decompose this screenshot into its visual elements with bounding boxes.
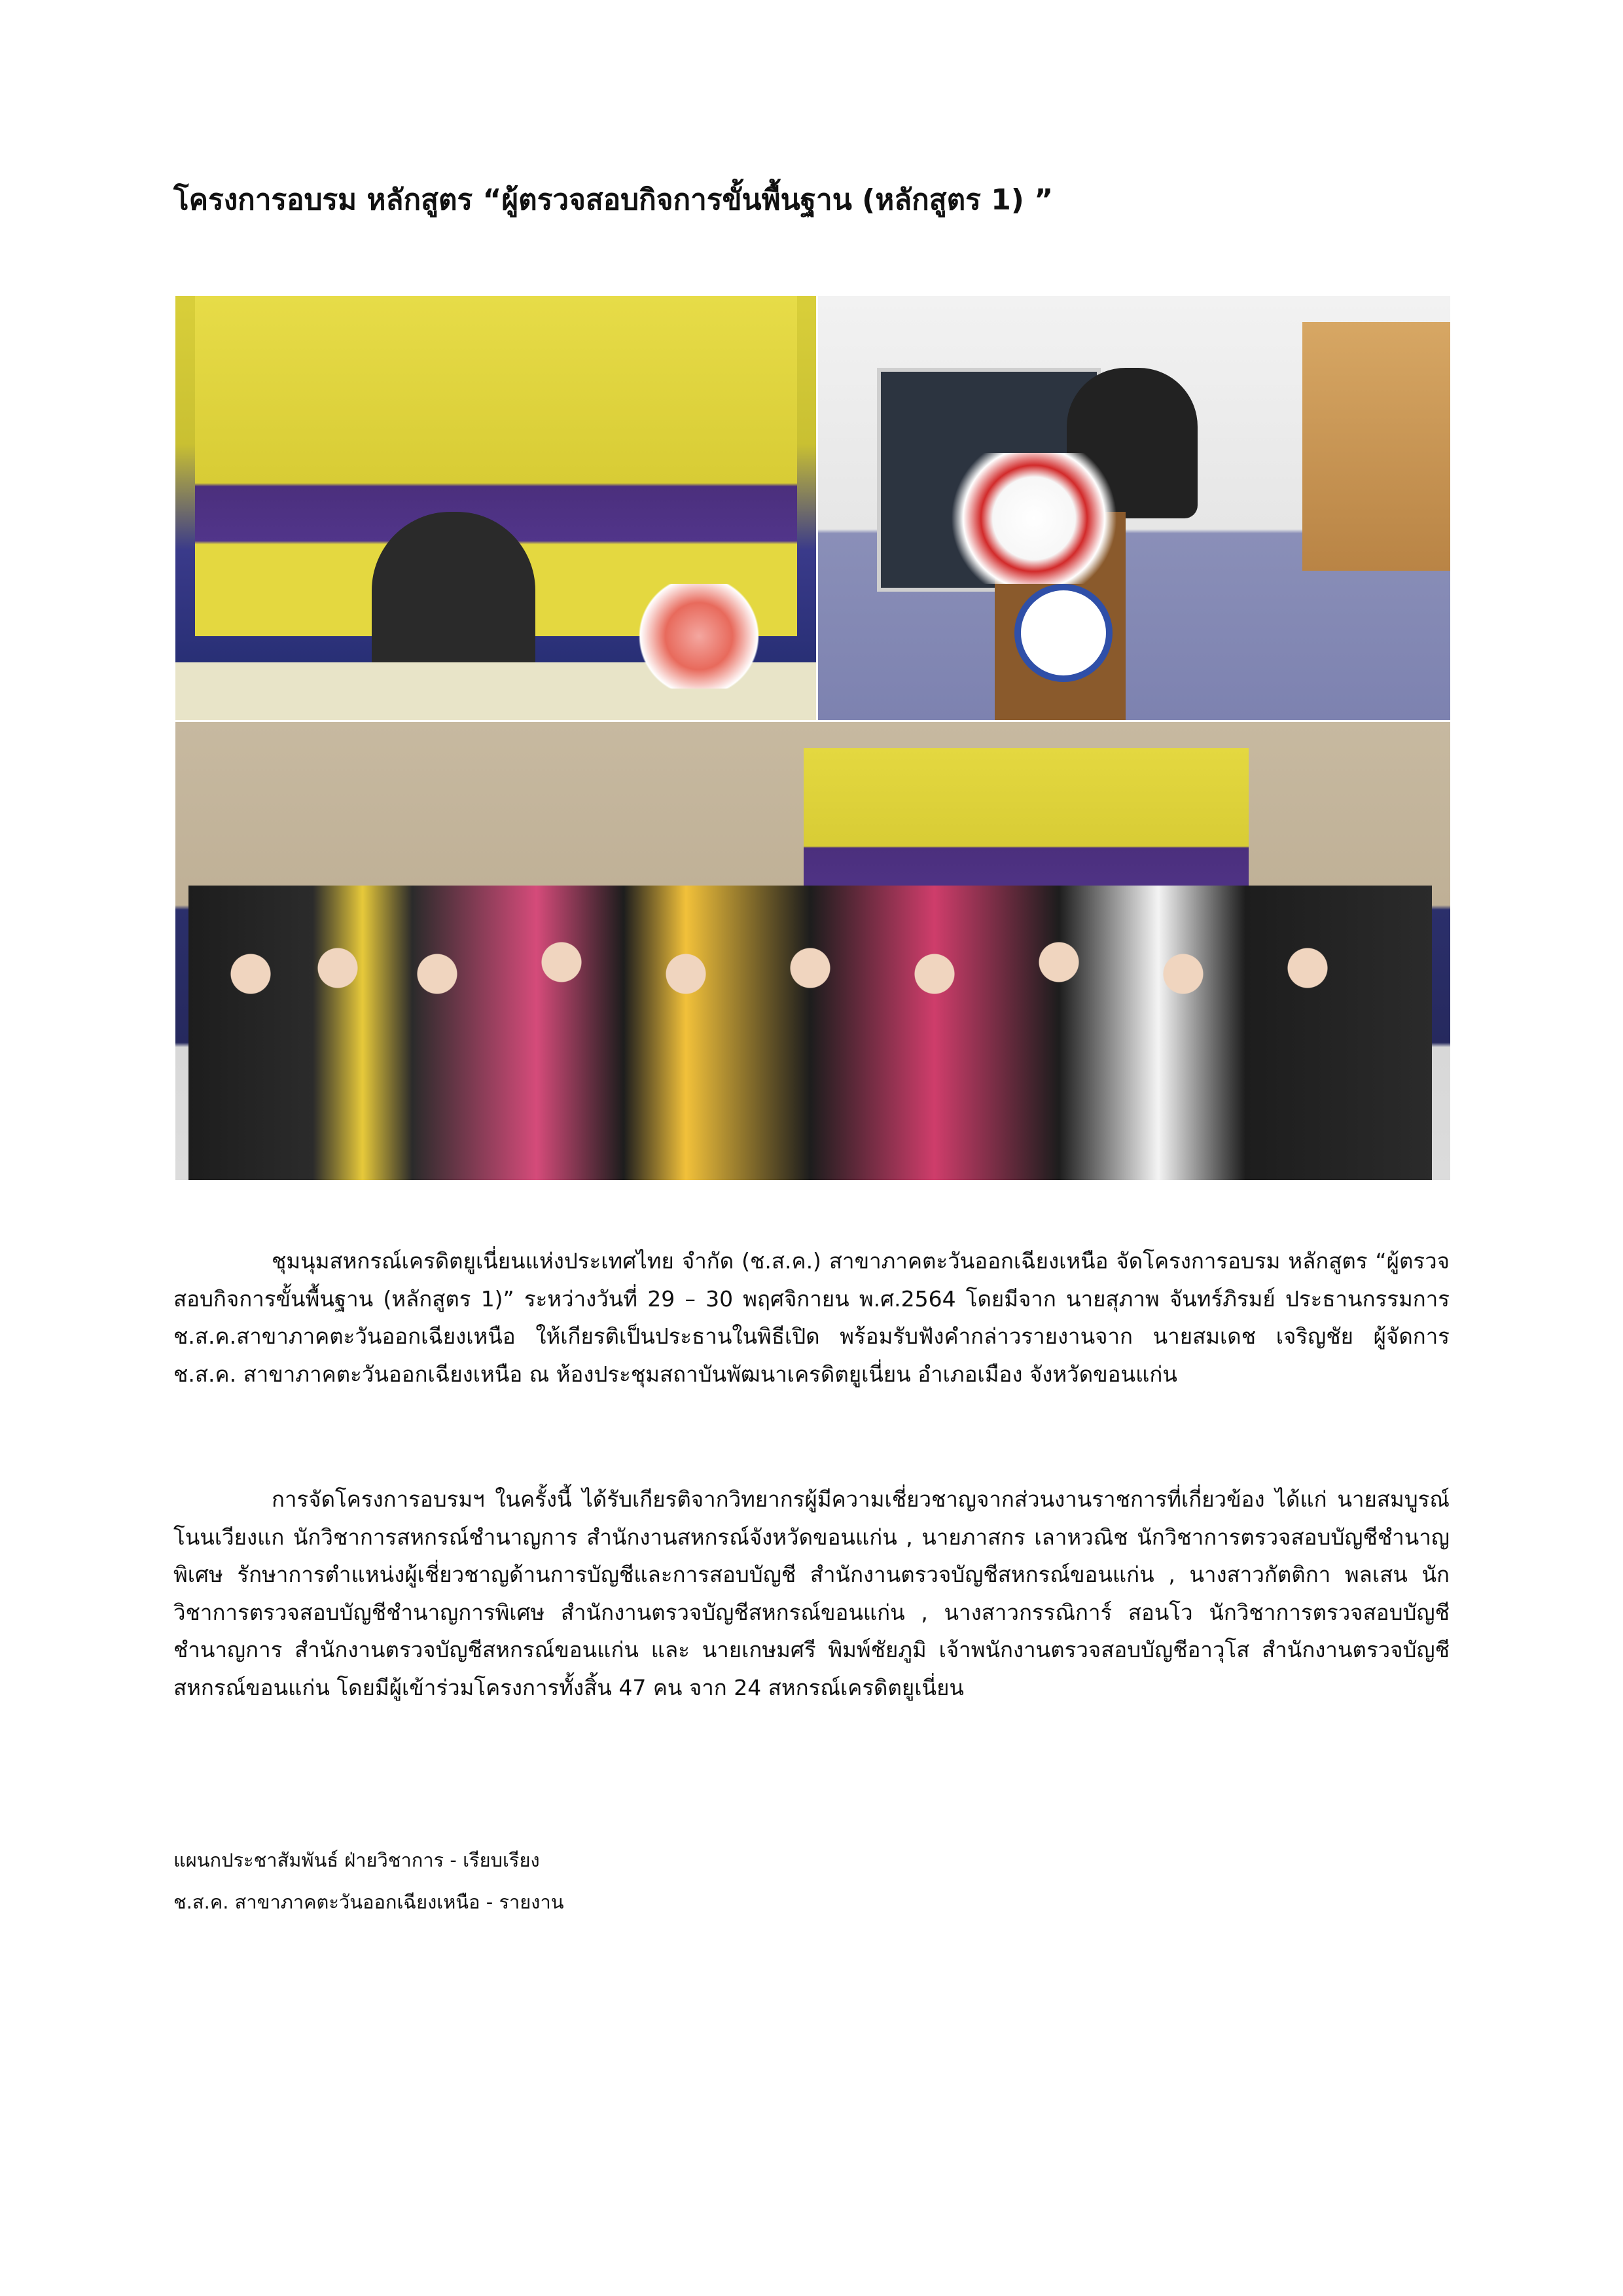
- body-paragraph: การจัดโครงการอบรมฯ ในครั้งนี้ ได้รับเกียรติจากวิทยากรผู้มีความเชี่ยวชาญจากส่วนงานราชการที่เกี่ยวข้อง ได้แก่ นายสมบูรณ์ โนนเวียงแก นักวิชาการสหกรณ์ชำนาญการ สำนักงานสหกรณ์จังหวัดขอนแก่น , นายภาสกร เลาหวณิช นักวิชาการตรวจสอบบัญชีชำนาญพิเศษ รักษาการตำแหน่งผู้เชี่ยวชาญด้านการบัญชีและการสอบบัญชี สำนักงานตรวจบัญชีสหกรณ์ขอนแก่น , นางสาวกัตติกา พลเสน นักวิชาการตรวจสอบบัญชีชำนาญการพิเศษ สำนักงานตรวจบัญชีสหกรณ์ขอนแก่น , นางสาวกรรณิการ์ สอนโว นักวิชาการตรวจสอบบัญชีชำนาญการ สำนักงานตรวจบัญชีสหกรณ์ขอนแก่น และ นายเกษมศรี พิมพ์ชัยภูมิ เจ้าพนักงานตรวจสอบบัญชีอาวุโส สำนักงานตรวจบัญชีสหกรณ์ขอนแก่น โดยมีผู้เข้าร่วมโครงการทั้งสิ้น 47 คน จาก 24 สหกรณ์เครดิตยูเนี่ยน: [173, 1486, 1450, 1700]
- shrine-graphic: [1302, 322, 1450, 571]
- flowers-graphic: [633, 584, 764, 689]
- photo-podium-report: [818, 296, 1450, 720]
- body-paragraph: ชุมนุมสหกรณ์เครดิตยูเนี่ยนแห่งประเทศไทย จำกัด (ช.ส.ค.) สาขาภาคตะวันออกเฉียงเหนือ จัดโครงการอบรม หลักสูตร “ผู้ตรวจสอบกิจการขั้นพื้นฐาน (หลักสูตร 1)” ระหว่างวันที่ 29 – 30 พฤศจิกายน พ.ศ.2564 โดยมีจาก นายสุภาพ จันทร์ภิรมย์ ประธานกรรมการ ช.ส.ค.สาขาภาคตะวันออกเฉียงเหนือ ให้เกียรติเป็นประธานในพิธีเปิด พร้อมรับฟังคำกล่าวรายงานจาก นายสมเดช เจริญชัย ผู้จัดการ ช.ส.ค. สาขาภาคตะวันออกเฉียงเหนือ ณ ห้องประชุมสถาบันพัฒนาเครดิตยูเนี่ยน อำเภอเมือง จังหวัดขอนแก่น: [173, 1248, 1450, 1387]
- photo-group: [175, 722, 1450, 1180]
- participants-group: [188, 886, 1432, 1180]
- logo-icon: [1014, 584, 1113, 682]
- document-title: โครงการอบรม หลักสูตร “ผู้ตรวจสอบกิจการขั้นพื้นฐาน (หลักสูตร 1) ”: [173, 183, 1054, 217]
- flowers-graphic: [936, 453, 1132, 584]
- footer-credit-line: ช.ส.ค. สาขาภาคตะวันออกเฉียงเหนือ - รายงาน: [173, 1891, 564, 1913]
- photo-opening-speech: [175, 296, 816, 720]
- footer-credit-line: แผนกประชาสัมพันธ์ ฝ่ายวิชาการ - เรียบเรียง: [173, 1849, 540, 1871]
